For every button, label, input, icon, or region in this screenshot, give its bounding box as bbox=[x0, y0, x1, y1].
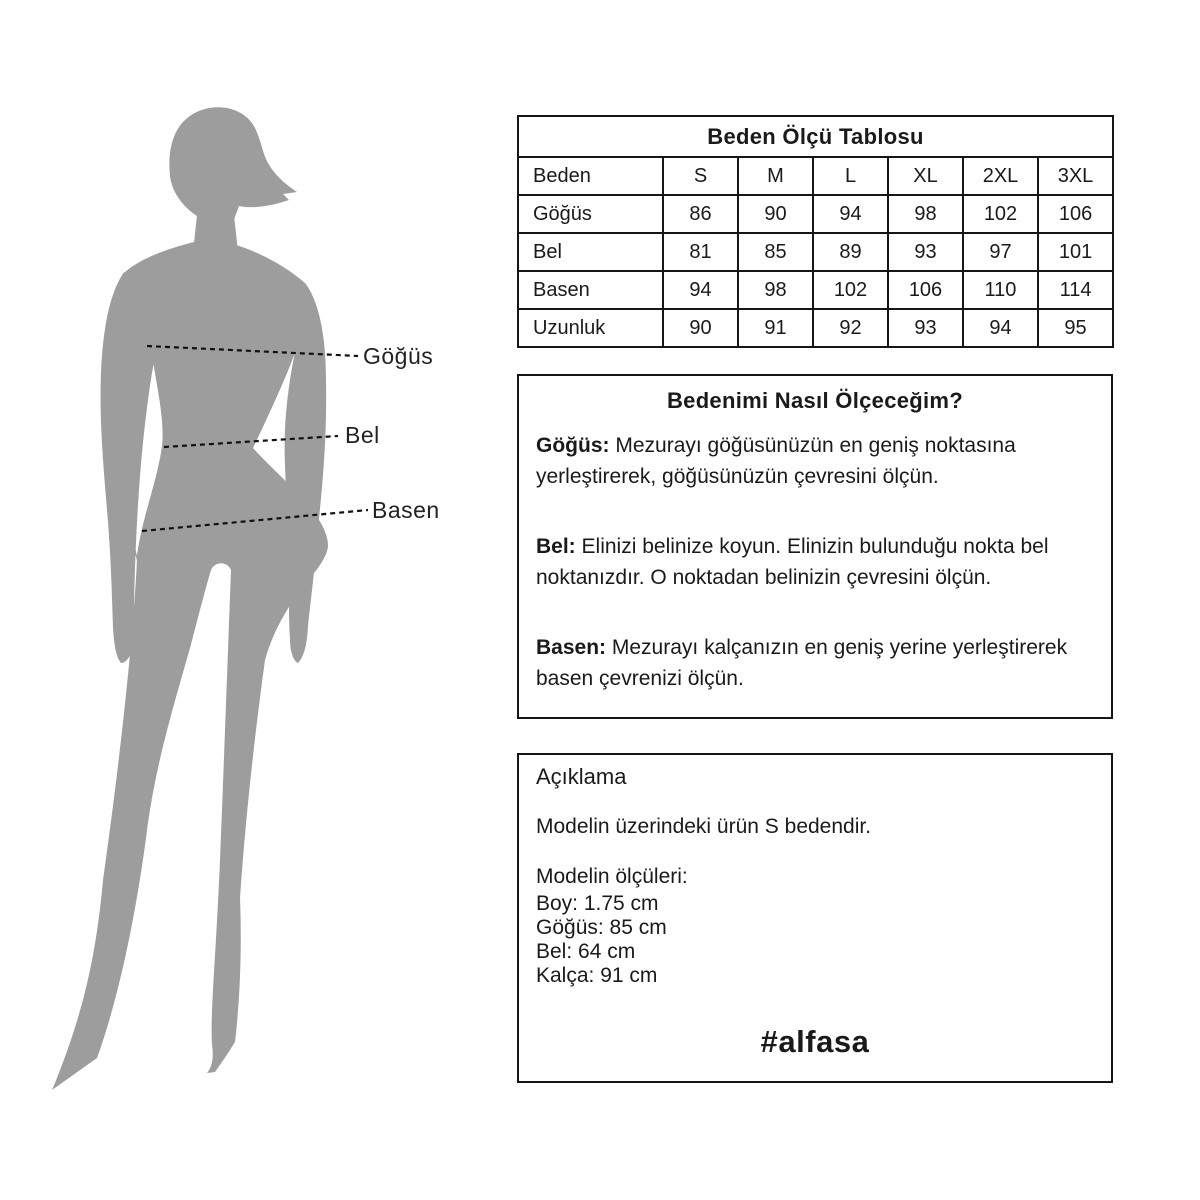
table-cell: 106 bbox=[1038, 195, 1113, 233]
table-row-uzunluk bbox=[518, 309, 1113, 347]
model-size-note: Modelin üzerindeki ürün S bedendir. bbox=[536, 815, 872, 838]
instruction-text: Mezurayı kalçanızın en geniş yerine yerleştirerek basen çevrenizi ölçün. bbox=[536, 636, 1068, 690]
table-cell: 92 bbox=[813, 309, 888, 347]
instruction-text: Mezurayı göğüsünüzün en geniş noktasına yerleştirerek, göğüsünüzün çevresini ölçün. bbox=[536, 434, 1016, 488]
table-cell: 101 bbox=[1038, 233, 1113, 271]
table-cell: 98 bbox=[888, 195, 963, 233]
row-label: Bel bbox=[518, 233, 663, 271]
instruction-term: Bel: bbox=[536, 535, 576, 558]
label-bel: Bel bbox=[345, 422, 380, 448]
row-label: Basen bbox=[518, 271, 663, 309]
table-cell: 93 bbox=[888, 309, 963, 347]
instruction-text: Elinizi belinize koyun. Elinizin bulunduğu nokta bel noktanızdır. O noktadan belinizin çevresini ölçün. bbox=[536, 535, 1049, 589]
row-label: Göğüs bbox=[518, 195, 663, 233]
table-cell: 114 bbox=[1038, 271, 1113, 309]
model-measurement-boy: Boy: 1.75 cm bbox=[536, 892, 659, 915]
table-row-gogus bbox=[518, 195, 1113, 233]
table-cell: 98 bbox=[738, 271, 813, 309]
how-to-measure-box bbox=[517, 374, 1113, 719]
torso-legs-shape bbox=[52, 242, 328, 1090]
header-cell-3xl: 3XL bbox=[1038, 157, 1113, 195]
model-measurements-title: Modelin ölçüleri: bbox=[536, 865, 688, 888]
table-row-basen bbox=[518, 271, 1113, 309]
description-box bbox=[517, 753, 1113, 1083]
size-table-title: Beden Ölçü Tablosu bbox=[518, 116, 1113, 157]
brand-hashtag: #alfasa bbox=[760, 1024, 870, 1059]
size-table-title-row bbox=[518, 116, 1113, 157]
table-cell: 85 bbox=[738, 233, 813, 271]
measure-instruction-bel bbox=[536, 531, 1094, 593]
female-body-silhouette bbox=[52, 107, 328, 1090]
label-basen: Basen bbox=[372, 497, 440, 523]
table-cell: 90 bbox=[738, 195, 813, 233]
table-cell: 106 bbox=[888, 271, 963, 309]
measure-instruction-gogus bbox=[536, 430, 1094, 492]
header-cell-beden: Beden bbox=[518, 157, 663, 195]
table-cell: 102 bbox=[813, 271, 888, 309]
table-cell: 94 bbox=[813, 195, 888, 233]
instruction-term: Basen: bbox=[536, 636, 607, 659]
size-table bbox=[517, 115, 1114, 348]
model-measurement-gogus: Göğüs: 85 cm bbox=[536, 916, 667, 939]
instruction-term: Göğüs: bbox=[536, 434, 610, 457]
measure-instruction-basen bbox=[536, 632, 1094, 694]
how-to-measure-title: Bedenimi Nasıl Ölçeceğim? bbox=[666, 388, 964, 413]
header-cell-l: L bbox=[813, 157, 888, 195]
female-body-silhouette-diagram bbox=[0, 0, 500, 1200]
table-cell: 89 bbox=[813, 233, 888, 271]
model-measurement-kalca: Kalça: 91 cm bbox=[536, 964, 658, 987]
table-cell: 94 bbox=[663, 271, 738, 309]
row-label: Uzunluk bbox=[518, 309, 663, 347]
header-cell-m: M bbox=[738, 157, 813, 195]
table-cell: 86 bbox=[663, 195, 738, 233]
table-cell: 91 bbox=[738, 309, 813, 347]
table-cell: 97 bbox=[963, 233, 1038, 271]
table-cell: 81 bbox=[663, 233, 738, 271]
header-cell-xl: XL bbox=[888, 157, 963, 195]
table-cell: 102 bbox=[963, 195, 1038, 233]
head-shape bbox=[169, 107, 297, 225]
header-cell-s: S bbox=[663, 157, 738, 195]
label-gogus: Göğüs bbox=[363, 343, 434, 369]
table-cell: 94 bbox=[963, 309, 1038, 347]
size-table-header-row bbox=[518, 157, 1113, 195]
header-cell-2xl: 2XL bbox=[963, 157, 1038, 195]
description-title: Açıklama bbox=[536, 764, 627, 789]
table-cell: 93 bbox=[888, 233, 963, 271]
model-measurement-bel: Bel: 64 cm bbox=[536, 940, 636, 963]
table-cell: 90 bbox=[663, 309, 738, 347]
table-row-bel bbox=[518, 233, 1113, 271]
table-cell: 110 bbox=[963, 271, 1038, 309]
table-cell: 95 bbox=[1038, 309, 1113, 347]
